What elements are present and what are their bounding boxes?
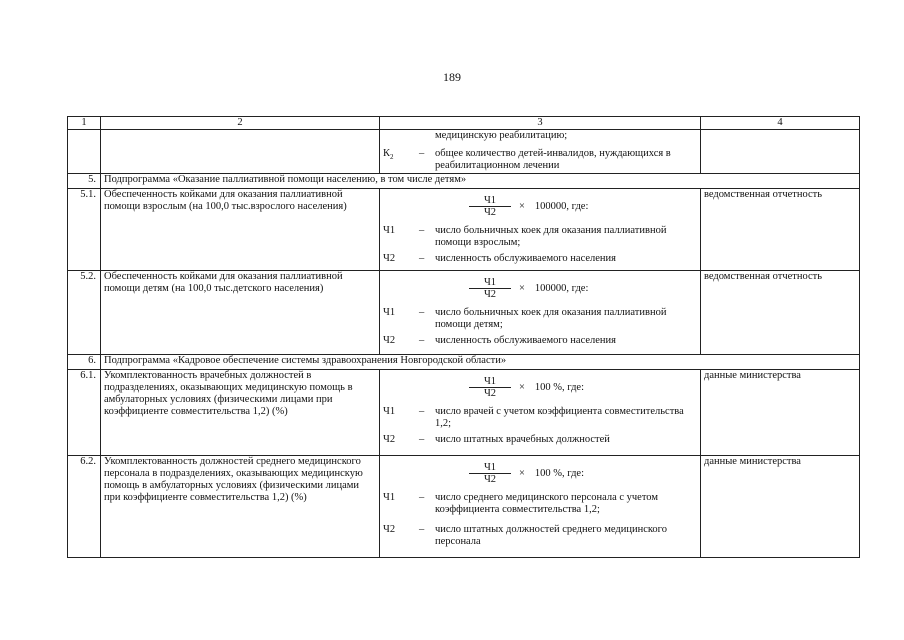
indicator-name: Укомплектованность должностей среднего медицинского персонала в подразделениях, оказывающих медицинскую помощь в амбулаторных условиях (физическими лицами при коэффициенте совместительства 1,2) (%) [101,456,380,558]
denominator: Ч2 [483,289,497,300]
continuation-cell [380,130,701,174]
formula [469,193,697,221]
formula-cell [380,189,701,271]
numerator: Ч1 [469,462,511,474]
section-title: Подпрограмма «Оказание паллиативной помощи населению, в том числе детям» [101,174,860,189]
legend-line: Ч1 – число врачей с учетом коэффициента совместительства 1,2; [383,406,684,429]
row-number: 5.2. [68,271,101,355]
data-source: ведомственная отчетность [701,271,860,355]
section-row [68,174,860,189]
multiply-sign: × [519,201,525,212]
section-number: 6. [68,355,101,370]
denominator: Ч2 [483,388,497,399]
legend-line: Ч2 – число штатных врачебных должностей [383,434,610,445]
formula [469,460,697,488]
formula-factor: 100000, где: [534,201,589,212]
formula-factor: 100 %, где: [534,468,584,479]
formula [469,275,697,303]
data-source: ведомственная отчетность [701,189,860,271]
formula-factor: 100000, где: [534,283,589,294]
formula-cell [380,370,701,456]
formula-cell [380,271,701,355]
multiply-sign: × [519,283,525,294]
data-source: данные министерства [701,456,860,558]
legend-line: Ч2 – численность обслуживаемого населения [383,335,617,346]
indicator-name: Обеспеченность койками для оказания паллиативной помощи детям (на 100,0 тыс.детского населения) [101,271,380,355]
column-header: 4 [701,117,860,130]
fraction [469,376,511,400]
fraction [469,195,511,219]
indicator-row [68,370,860,456]
column-header: 1 [68,117,101,130]
row-number: 5.1. [68,189,101,271]
indicator-name: Укомплектованность врачебных должностей в подразделениях, оказывающих медицинскую помощь в амбулаторных условиях (физическими лицами при коэффициенте совместительства 1,2) (%) [101,370,380,456]
numerator: Ч1 [469,195,511,207]
multiply-sign: × [519,382,525,393]
indicator-table [67,116,860,558]
data-source: данные министерства [701,370,860,456]
column-header: 2 [101,117,380,130]
numerator: Ч1 [469,277,511,289]
continuation-text: медицинскую реабилитацию; [435,130,568,141]
section-title: Подпрограмма «Кадровое обеспечение системы здравоохранения Новгородской области» [101,355,860,370]
numerator: Ч1 [469,376,511,388]
column-header: 3 [380,117,701,130]
legend-line: Ч2 – численность обслуживаемого населения [383,253,617,264]
legend-line: Ч2 – число штатных должностей среднего медицинского персонала [383,524,667,547]
multiply-sign: × [519,468,525,479]
formula [469,374,697,402]
row-number: 6.1. [68,370,101,456]
indicator-name: Обеспеченность койками для оказания паллиативной помощи взрослым (на 100,0 тыс.взрослого населения) [101,189,380,271]
section-row [68,355,860,370]
legend-line: Ч1 – число среднего медицинского персонала с учетом коэффициента совместительства 1,2; [383,492,658,515]
denominator: Ч2 [483,474,497,485]
fraction [469,277,511,301]
column-header-row [68,117,860,130]
row-number: 6.2. [68,456,101,558]
legend-line: Ч1 – число больничных коек для оказания паллиативной помощи взрослым; [383,225,667,248]
denominator: Ч2 [483,207,497,218]
page-number: 189 [443,70,461,84]
legend-line: Ч1 – число больничных коек для оказания паллиативной помощи детям; [383,307,667,330]
fraction [469,462,511,486]
indicator-row [68,189,860,271]
indicator-row [68,456,860,558]
indicator-row [68,271,860,355]
legend-line: $К_2$ – общее количество детей-инвалидов, нуждающихся в реабилитационном лечении [383,148,671,171]
formula-cell [380,456,701,558]
continuation-row [68,130,860,174]
section-number: 5. [68,174,101,189]
formula-factor: 100 %, где: [534,382,584,393]
